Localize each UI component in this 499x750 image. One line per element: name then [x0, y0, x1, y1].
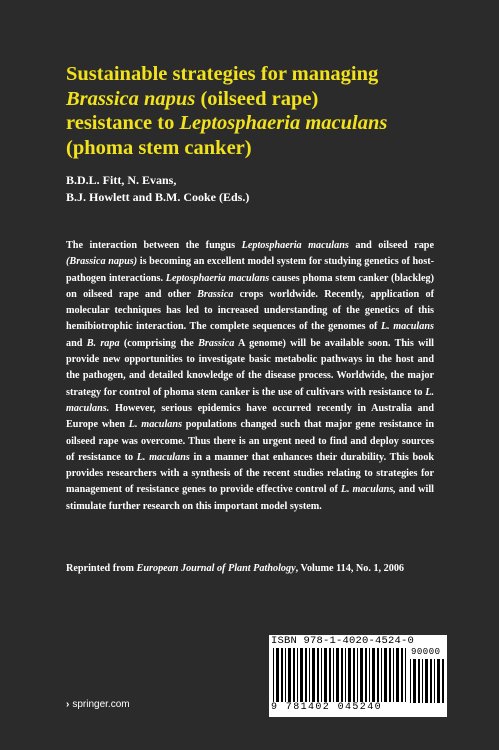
title-line-1: Sustainable strategies for managing: [66, 63, 379, 85]
abstract-italic-term: (Brassica napus): [66, 256, 138, 268]
abstract-italic-term: L. maculans: [380, 321, 434, 333]
barcode-bar: [430, 659, 432, 703]
barcode-bar: [341, 648, 343, 702]
chevron-right-icon: ›: [66, 699, 70, 710]
barcode-bar: [293, 648, 295, 702]
barcode-icon: [273, 648, 407, 702]
barcode-bar: [369, 648, 370, 702]
barcode-bar: [425, 659, 428, 703]
barcode-bar: [336, 648, 339, 702]
barcode-bar: [353, 648, 355, 702]
barcode-bar: [413, 659, 416, 703]
title-species-leptosphaeria: Leptosphaeria maculans: [179, 112, 388, 134]
barcode-bar: [410, 659, 411, 703]
barcode-bar: [365, 648, 367, 702]
barcode-bar: [396, 648, 399, 702]
book-title: [66, 62, 446, 160]
title-line-3: [66, 111, 446, 136]
title-line-2: [66, 87, 446, 112]
abstract-italic-term: L. maculans: [128, 419, 183, 431]
barcode-bar: [300, 648, 303, 702]
barcode-bar: [288, 648, 291, 702]
title-species-brassica: Brassica napus: [66, 87, 196, 110]
barcode-bar: [345, 648, 346, 702]
title-line-2-rest: (oilseed rape): [195, 87, 319, 110]
abstract-text: is becoming an excellent model system for studying genetics of host-pathogen interactions.: [66, 256, 435, 284]
abstract-text: However, serious epidemics have occurred recently in Australia and Europe when: [66, 402, 434, 431]
barcode-bar: [434, 659, 435, 703]
barcode-bar: [442, 659, 444, 703]
barcode-bar: [276, 648, 279, 702]
editors: [66, 172, 446, 205]
abstract-italic-term: Leptosphaeria maculans: [165, 272, 270, 284]
barcode-digits: 9 781402 045240: [271, 702, 383, 713]
abstract-text: crops worldwide. Recently, application of molecular techniques has led to increased understanding of the genetics of this hemibiotrophic interaction. The complete sequences of the genomes of: [66, 288, 434, 333]
abstract-text: and will stimulate further research on this important model system.: [66, 484, 434, 512]
editors-line-1: B.D.L. Fitt, N. Evans,: [66, 173, 177, 187]
barcode-bar: [372, 648, 375, 702]
title-line-4: (phoma stem canker): [66, 136, 252, 159]
book-description: [66, 238, 434, 515]
barcode-bar: [333, 648, 334, 702]
barcode-bar: [381, 648, 382, 702]
publisher-name: springer.com: [72, 699, 130, 710]
abstract-italic-term: L. maculans,: [340, 484, 396, 496]
publisher-link[interactable]: [66, 699, 130, 710]
barcode-bar: [418, 659, 420, 703]
barcode-addon-digits: 90000: [411, 647, 441, 657]
barcode-bar: [405, 648, 406, 702]
barcode-bar: [393, 648, 394, 702]
reprint-note: [66, 562, 446, 576]
barcode-bar: [360, 648, 363, 702]
abstract-text: and: [66, 337, 87, 349]
abstract-italic-term: L. maculans.: [66, 386, 434, 414]
reprint-post: , Volume 114, No. 1, 2006: [295, 563, 405, 574]
barcode-bar: [357, 648, 358, 702]
barcode-bar: [422, 659, 423, 703]
barcode-bar: [384, 648, 387, 702]
abstract-text: and oilseed rape: [348, 240, 434, 251]
barcode-bar: [312, 648, 315, 702]
abstract-italic-term: Brassica: [197, 288, 234, 300]
abstract-italic-term: Brassica: [198, 337, 235, 349]
barcode-bar: [348, 648, 351, 702]
isbn-text: ISBN 978-1-4020-4524-0: [271, 635, 415, 647]
barcode-bar: [389, 648, 391, 702]
abstract-italic-term: Leptosphaeria maculans: [241, 240, 349, 251]
barcode-bar: [321, 648, 322, 702]
barcode-bar: [437, 659, 440, 703]
abstract-italic-term: B. rapa: [86, 337, 120, 349]
barcode-bar: [377, 648, 379, 702]
isbn-barcode: [269, 635, 447, 717]
abstract-text: populations changed such that major gene resistance in oilseed rape was overcome. Thus there is an urgent need to find and deploy sources of resistance to: [66, 419, 434, 463]
barcode-addon-icon: [410, 659, 444, 703]
editors-line-2: B.J. Howlett and B.M. Cooke (Eds.): [66, 189, 250, 204]
reprint-journal: European Journal of Plant Pathology: [136, 563, 296, 574]
abstract-text: (comprising the: [119, 337, 199, 349]
abstract-text: A genome) will be available soon. This will provide new opportunities to investigate basic metabolic pathways in the host and the pathogen, and detailed knowledge of the disease process. Worldwide, the major strategy for control of phoma stem canker is the use of cultivars with resistance to: [66, 337, 434, 398]
barcode-bar: [401, 648, 403, 702]
barcode-bar: [317, 648, 319, 702]
abstract-text: in a manner that enhances their durability. This book provides researchers with a synthesis of the recent studies relating to strategies for management of resistance genes to provide effective control of: [66, 451, 434, 496]
barcode-bar: [273, 648, 274, 702]
abstract-text: The interaction between the fungus: [66, 240, 242, 251]
barcode-bar: [285, 648, 286, 702]
title-line-3-pre: resistance to: [66, 112, 180, 134]
barcode-bar: [305, 648, 307, 702]
barcode-bar: [281, 648, 283, 702]
barcode-bar: [297, 648, 298, 702]
barcode-bar: [309, 648, 310, 702]
reprint-pre: Reprinted from: [66, 563, 137, 574]
barcode-bar: [329, 648, 331, 702]
abstract-italic-term: L. maculans: [136, 451, 190, 463]
barcode-bar: [324, 648, 327, 702]
abstract-text: causes phoma stem canker (blackleg) on oilseed rape and other: [66, 272, 434, 300]
